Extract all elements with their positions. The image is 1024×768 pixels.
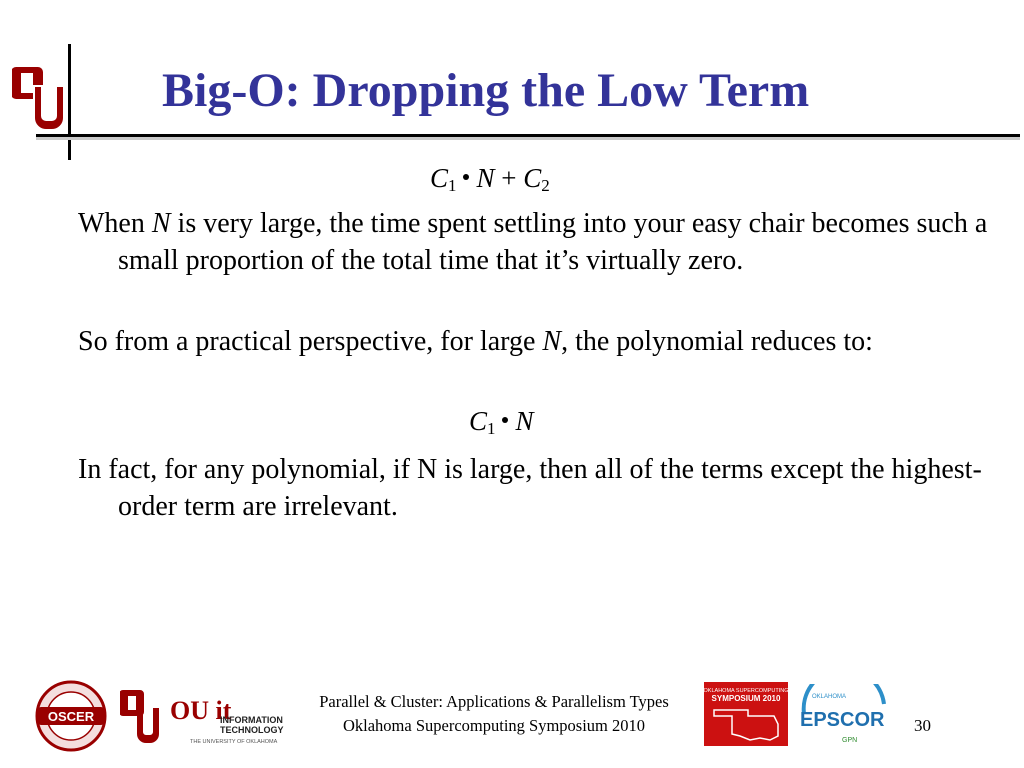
ou-logo [12, 56, 70, 134]
symposium-2010-logo [704, 682, 788, 746]
p2-text-start: So from a practical perspective, for large [78, 326, 543, 357]
eq2-n: N [515, 406, 534, 436]
eq1-sub1: 1 [448, 176, 457, 195]
p2-text-end: , the polynomial reduces to: [561, 326, 873, 357]
multiplication-dot [463, 174, 469, 180]
p2-italic-n: N [542, 326, 562, 357]
p1-text-start: When [78, 208, 152, 239]
symposium-logo-line2: SYMPOSIUM 2010 [711, 694, 781, 703]
it-logo-line3: THE UNIVERSITY OF OKLAHOMA [190, 739, 278, 745]
eq1-c2: C [523, 163, 542, 193]
eq1-c1: C [430, 163, 449, 193]
title-vertical-rule [68, 44, 71, 160]
it-logo-line1: INFORMATION [220, 715, 283, 725]
epscor-logo [798, 684, 898, 750]
title-rule-shadow [36, 137, 1020, 140]
footer-line-1: Parallel & Cluster: Applications & Parallelism Types [319, 692, 669, 711]
slide-title: Big-O: Dropping the Low Term [162, 64, 810, 117]
footer-line-2: Oklahoma Supercomputing Symposium 2010 [342, 716, 646, 735]
it-logo-line2: TECHNOLOGY [220, 725, 284, 735]
eq1-sub2: 2 [541, 176, 550, 195]
title-horizontal-rule [36, 134, 1020, 137]
p1-text-end: is very large, the time spent settling into your easy chair becomes such a small proportion of the total time that it’s virtually zero. [118, 208, 988, 276]
eq1-n: N [476, 163, 495, 193]
equation-linear [469, 405, 534, 437]
multiplication-dot [502, 417, 508, 423]
bullet-paragraph-2 [78, 323, 998, 360]
p1-italic-n: N [151, 208, 171, 239]
eq2-sub1: 1 [487, 419, 496, 438]
bullet-paragraph-1 [78, 205, 998, 279]
oscer-logo [24, 680, 118, 752]
oscer-logo-text: OSCER [47, 709, 95, 724]
ou-footer-logo [120, 684, 164, 748]
eq2-c1: C [469, 406, 488, 436]
epscor-logo-sub: GPN [842, 737, 858, 744]
page-number: 30 [914, 716, 931, 735]
equation-linear-plus-constant [430, 162, 550, 194]
it-logo-mark: OU it [170, 696, 232, 725]
ou-it-logo [168, 685, 288, 747]
eq1-plus: + [501, 163, 517, 193]
bullet-paragraph-3: In fact, for any polynomial, if N is large, then all of the terms except the highest-order term are irrelevant. [78, 454, 982, 522]
symposium-logo-line1: OKLAHOMA SUPERCOMPUTING [704, 688, 788, 694]
footer-text [289, 690, 699, 738]
epscor-logo-main: EPSCOR [800, 709, 885, 731]
epscor-logo-top: OKLAHOMA [812, 694, 847, 700]
